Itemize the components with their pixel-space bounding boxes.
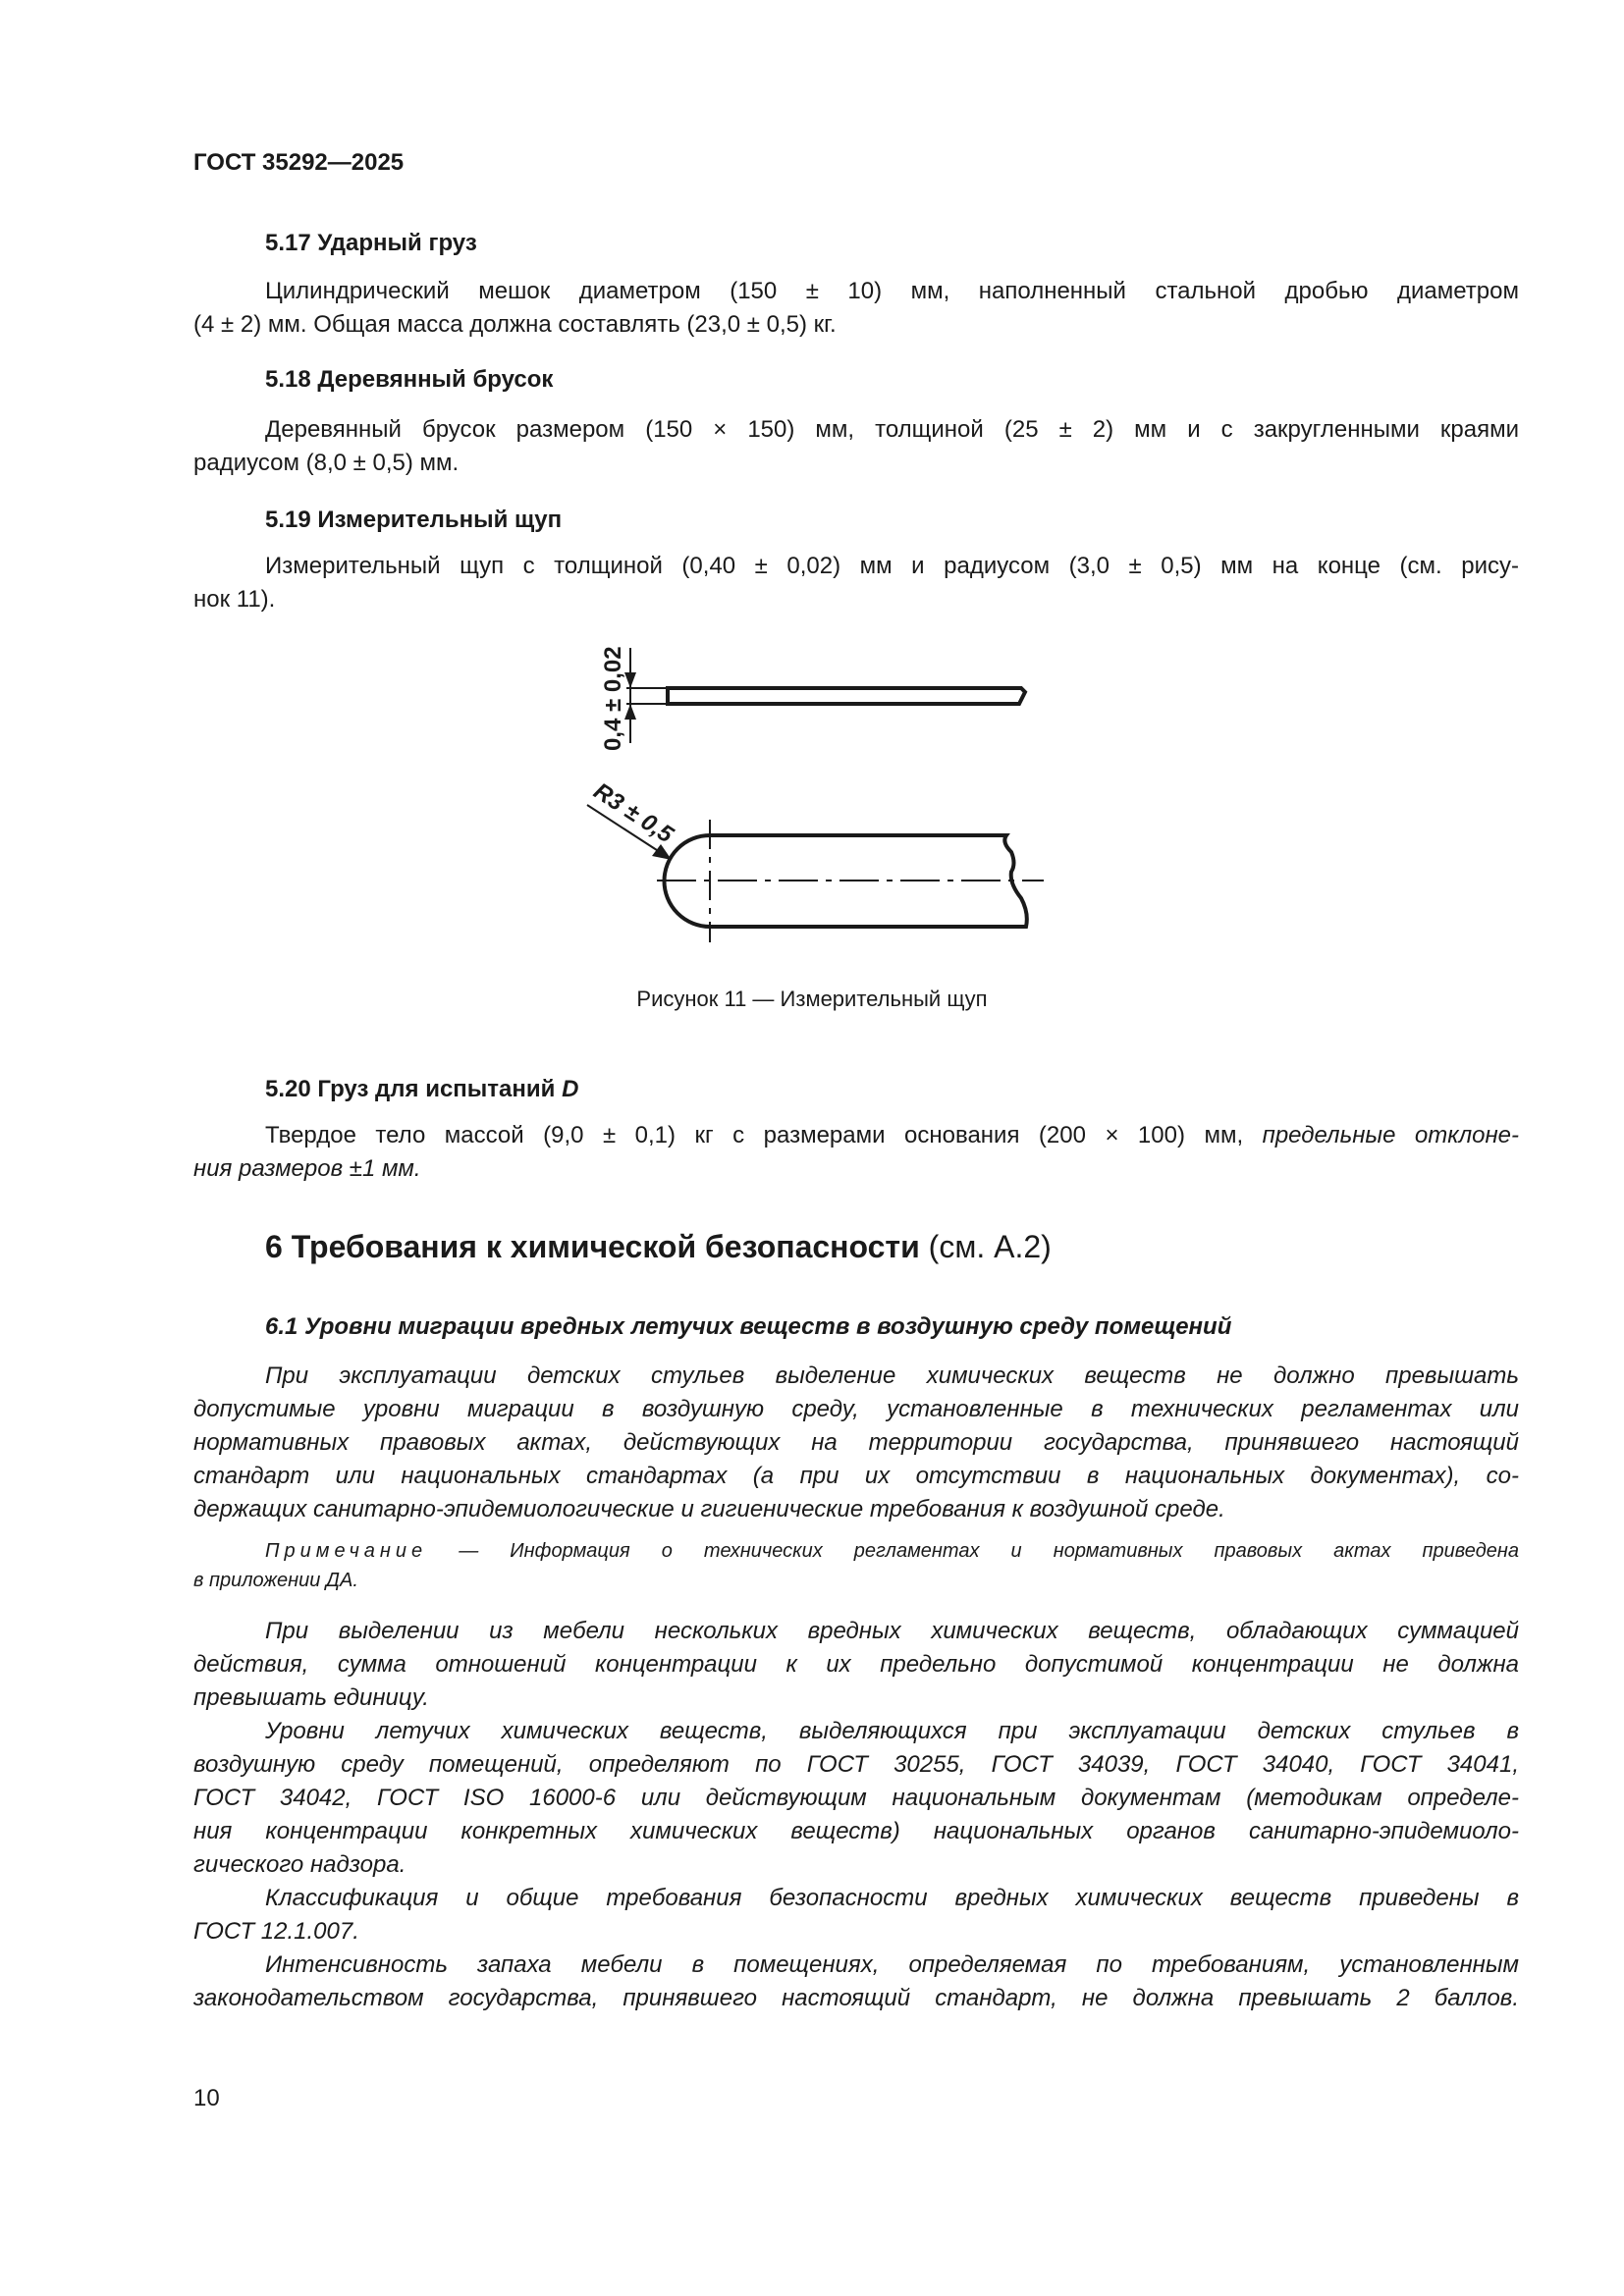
text-line: радиусом (8,0 ± 0,5) мм.: [193, 450, 460, 476]
thickness-label: 0,4 ± 0,02: [600, 646, 626, 751]
section-heading: 5.17 Ударный груз: [265, 230, 477, 256]
text-line: Измерительный щуп с толщиной (0,40 ± 0,02) мм и радиусом (3,0 ± 0,5) мм на конце (см. рису-: [265, 553, 1519, 579]
section-heading: 6.1 Уровни миграции вредных летучих веществ в воздушную среду помещений: [265, 1313, 1232, 1340]
text-line: стандарт или национальных стандартах (а при их отсутствии в национальных документах), со-: [193, 1463, 1519, 1489]
note: [193, 1536, 1519, 1595]
text-line: держащих санитарно-эпидемиологические и гигиенические требования к воздушной среде.: [193, 1496, 1225, 1522]
text-line: Уровни летучих химических веществ, выделяющихся при эксплуатации детских стульев в: [265, 1718, 1519, 1744]
text-line: нормативных правовых актах, действующих на территории государства, принявшего настоящий: [193, 1429, 1519, 1456]
text-segment: предельные отклоне-: [1262, 1122, 1519, 1148]
text-line: ГОСТ 34042, ГОСТ ISO 16000-6 или действующим национальным документам (методикам определе-: [193, 1785, 1519, 1811]
text-line: ния концентрации конкретных химических веществ) национальных органов санитарно-эпидемиоло-: [193, 1818, 1519, 1844]
text-line: действия, сумма отношений концентрации к их предельно допустимой концентрации не должна: [193, 1651, 1519, 1678]
heading-variable: D: [562, 1076, 579, 1102]
text-line: Цилиндрический мешок диаметром (150 ± 10) мм, наполненный стальной дробью диаметром: [265, 278, 1519, 304]
text-line: в приложении ДА.: [193, 1570, 358, 1591]
radius-label: R3 ± 0,5: [588, 777, 678, 849]
document-id: ГОСТ 35292—2025: [193, 149, 405, 176]
text-line: [193, 1536, 1519, 1566]
section-6-1: [193, 1310, 1519, 2015]
text-line: Деревянный брусок размером (150 × 150) мм, толщиной (25 ± 2) мм и с закругленными краями: [265, 416, 1519, 443]
text-line: законодательством государства, принявшего настоящий стандарт, не должна превышать 2 баллов.: [193, 1985, 1519, 2011]
section-heading: [193, 1073, 1519, 1106]
section-heading: 5.18 Деревянный брусок: [265, 366, 554, 393]
text-line: ния размеров ±1 мм.: [193, 1155, 421, 1182]
text-line: ГОСТ 12.1.007.: [193, 1918, 359, 1945]
text-line: Классификация и общие требования безопасности вредных химических веществ приведены в: [265, 1885, 1519, 1911]
text-line: (4 ± 2) мм. Общая масса должна составлять (23,0 ± 0,5) кг.: [193, 311, 837, 338]
heading-text: 6 Требования к химической безопасности: [265, 1229, 920, 1264]
figure-11-probe-drawing: [550, 628, 1100, 962]
figure-caption: Рисунок 11 — Измерительный щуп: [636, 987, 988, 1011]
section-5-20: [193, 1073, 1519, 1186]
probe-side-view: [668, 688, 1025, 704]
section-5-19: [193, 504, 1519, 616]
text-line: допустимые уровни миграции в воздушную среду, установленные в технических регламентах или: [193, 1396, 1519, 1422]
page-number: 10: [193, 2085, 220, 2111]
text-line: [193, 1119, 1519, 1152]
text-line: При выделении из мебели нескольких вредных химических веществ, обладающих суммацией: [265, 1618, 1519, 1644]
note-label: Примечание: [265, 1540, 428, 1562]
text-line: гического надзора.: [193, 1851, 406, 1878]
text-segment: Твердое тело массой (9,0 ± 0,1) кг с размерами основания (200 × 100) мм,: [265, 1122, 1263, 1148]
section-6-heading: [193, 1227, 1519, 1266]
section-heading: 5.19 Измерительный щуп: [265, 507, 563, 533]
text-segment: — Информация о технических регламентах и нормативных правовых актах приведена: [459, 1540, 1519, 1562]
text-line: воздушную среду помещений, определяют по ГОСТ 30255, ГОСТ 34039, ГОСТ 34040, ГОСТ 34041,: [193, 1751, 1519, 1778]
heading-reference: (см. А.2): [919, 1229, 1052, 1264]
section-5-17: [193, 227, 1519, 342]
text-line: превышать единицу.: [193, 1684, 429, 1711]
text-line: Интенсивность запаха мебели в помещениях, определяемая по требованиям, установленным: [265, 1951, 1519, 1978]
text-line: При эксплуатации детских стульев выделение химических веществ не должно превышать: [265, 1362, 1519, 1389]
heading-text: 5.20 Груз для испытаний: [265, 1076, 563, 1102]
section-5-18: [193, 363, 1519, 480]
text-line: нок 11).: [193, 586, 276, 613]
